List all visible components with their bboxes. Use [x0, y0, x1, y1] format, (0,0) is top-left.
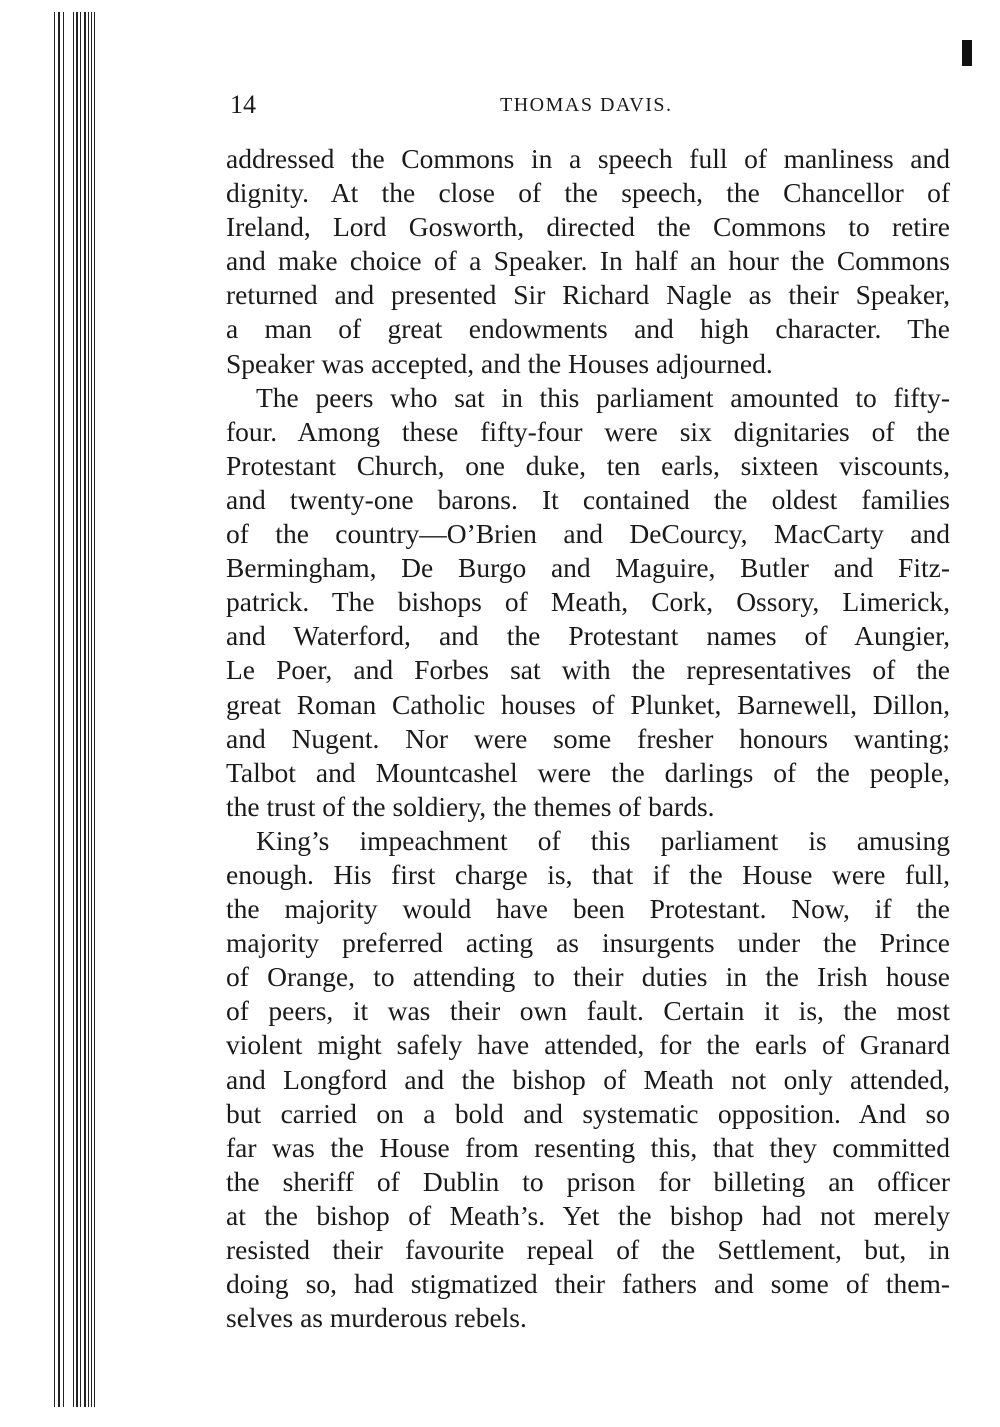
text-line: a man of great endowments and high character. The: [226, 313, 950, 345]
page-header: [230, 90, 950, 126]
text-line: selves as murderous rebels.: [226, 1302, 527, 1334]
text-line: patrick. The bishops of Meath, Cork, Ossory, Limerick,: [226, 586, 950, 618]
text-line: enough. His first charge is, that if the House were full,: [226, 858, 950, 890]
text-line: Protestant Church, one duke, ten earls, sixteen viscounts,: [226, 449, 950, 481]
text-line: Le Poer, and Forbes sat with the representatives of the: [226, 654, 950, 686]
text-line: of Orange, to attending to their duties in the Irish house: [226, 961, 950, 993]
text-line: the majority would have been Protestant. Now, if the: [226, 893, 950, 925]
text-line: addressed the Commons in a speech full of manliness and: [226, 143, 950, 174]
page-number: 14: [230, 90, 256, 119]
text-line: returned and presented Sir Richard Nagle as their Speaker,: [226, 279, 950, 311]
text-line: dignity. At the close of the speech, the Chancellor of: [226, 177, 950, 209]
text-line: great Roman Catholic houses of Plunket, Barnewell, Dillon,: [226, 688, 950, 720]
text-line: of peers, it was their own fault. Certain it is, the most: [226, 995, 950, 1027]
text-line: and Nugent. Nor were some fresher honours wanting;: [226, 722, 950, 754]
text-line: of the country—O’Brien and DeCourcy, MacCarty and: [226, 518, 950, 550]
text-line: Ireland, Lord Gosworth, directed the Commons to retire: [226, 211, 950, 243]
text-line: and Longford and the bishop of Meath not only attended,: [226, 1063, 950, 1095]
text-line: but carried on a bold and systematic opposition. And so: [226, 1097, 950, 1129]
text-line: Talbot and Mountcashel were the darlings of the people,: [226, 756, 950, 788]
text-line: at the bishop of Meath’s. Yet the bishop had not merely: [226, 1199, 950, 1231]
running-head: THOMAS DAVIS.: [500, 94, 673, 116]
binding-gutter: [18, 12, 108, 1407]
text-line: far was the House from resenting this, that they committed: [226, 1131, 950, 1163]
text-line: majority preferred acting as insurgents under the Prince: [226, 927, 950, 959]
text-line: King’s impeachment of this parliament is amusing: [256, 824, 950, 856]
corner-ink-mark: [962, 40, 972, 66]
text-line: resisted their favourite repeal of the Settlement, but, in: [226, 1234, 950, 1265]
text-line: the sheriff of Dublin to prison for billeting an officer: [226, 1165, 950, 1197]
text-line: Speaker was accepted, and the Houses adjourned.: [226, 347, 773, 379]
text-line: the trust of the soldiery, the themes of bards.: [226, 790, 715, 822]
text-line: four. Among these fifty-four were six dignitaries of the: [226, 415, 950, 447]
text-line: Bermingham, De Burgo and Maguire, Butler and Fitz-: [226, 552, 950, 584]
text-line: and make choice of a Speaker. In half an hour the Commons: [226, 245, 950, 277]
text-line: violent might safely have attended, for the earls of Granard: [226, 1029, 950, 1061]
text-line: and twenty-one barons. It contained the oldest families: [226, 483, 950, 515]
text-line: The peers who sat in this parliament amounted to fifty-: [256, 381, 950, 413]
text-line: and Waterford, and the Protestant names of Aungier,: [226, 620, 950, 652]
body-text: [226, 142, 950, 1335]
text-line: doing so, had stigmatized their fathers and some of them-: [226, 1268, 950, 1300]
